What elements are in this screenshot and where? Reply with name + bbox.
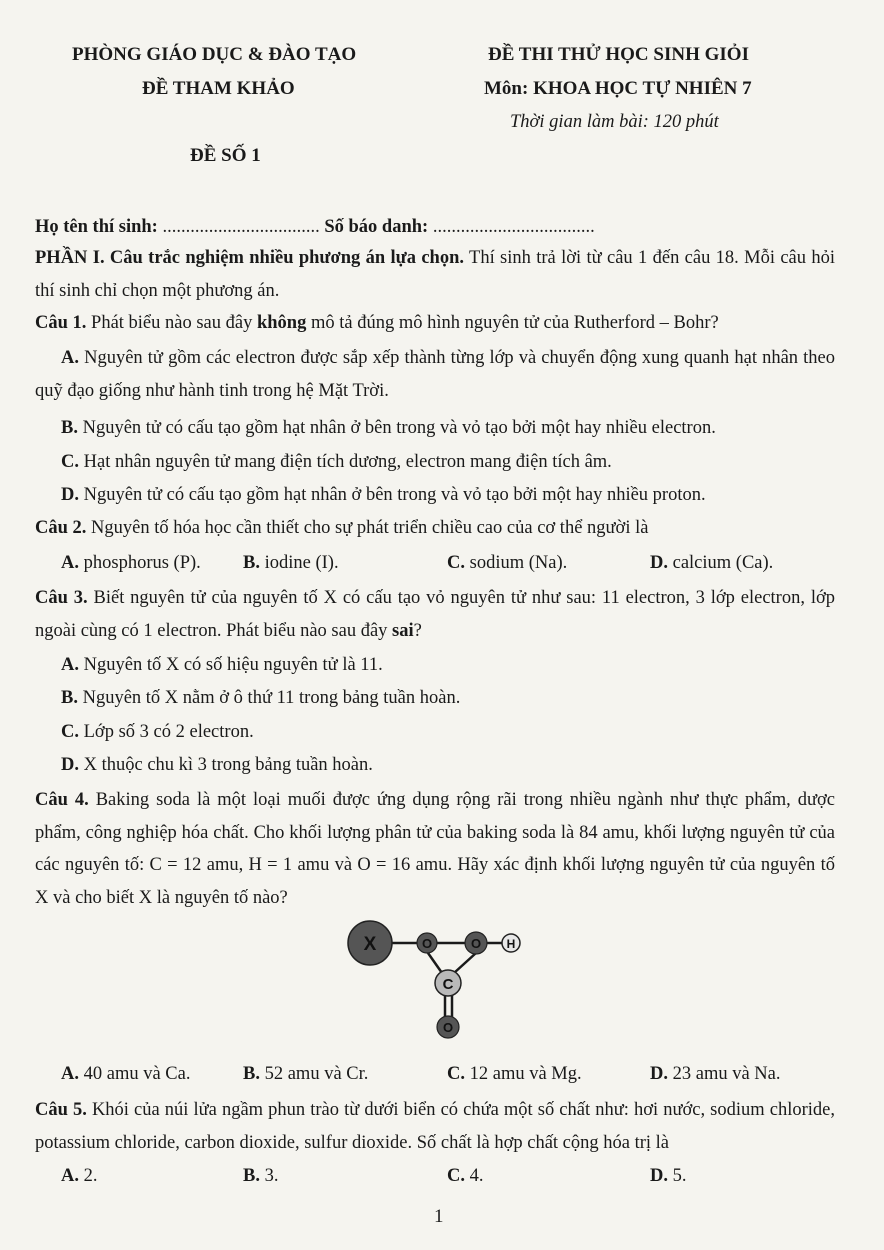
reference-label: ĐỀ THAM KHẢO xyxy=(142,78,295,99)
question-3-text: Biết nguyên tử của nguyên tố X có cấu tạo vỏ nguyên tử như sau: 11 electron, 3 lớp electron, lớp ngoài cùng có 1 electron. Phát biểu nào sau đây xyxy=(35,588,835,641)
option-label: B. xyxy=(243,1064,260,1084)
question-4 xyxy=(35,784,835,914)
option-label: C. xyxy=(61,452,79,472)
question-3 xyxy=(35,582,835,647)
baking-soda-molecule-diagram xyxy=(330,915,550,1045)
q2-option-c[interactable] xyxy=(447,553,567,574)
option-text: 52 amu và Cr. xyxy=(259,1064,369,1084)
option-label: D. xyxy=(61,755,79,775)
q2-option-a[interactable] xyxy=(61,553,201,574)
option-text: 23 amu và Na. xyxy=(668,1064,781,1084)
option-label: D. xyxy=(650,1064,668,1084)
option-text: 12 amu và Mg. xyxy=(465,1064,582,1084)
bond-o-c-left xyxy=(428,953,442,973)
q5-option-a[interactable] xyxy=(61,1166,98,1187)
atom-o-2-label: O xyxy=(470,936,482,951)
exam-number: ĐỀ SỐ 1 xyxy=(190,145,261,166)
option-label: D. xyxy=(650,553,668,573)
option-text: 3. xyxy=(259,1166,279,1186)
option-text: 2. xyxy=(79,1166,98,1186)
option-text: Nguyên tố X nằm ở ô thứ 11 trong bảng tuần hoàn. xyxy=(77,688,461,708)
name-label: Họ tên thí sinh: xyxy=(35,217,158,237)
question-3-emphasis: sai xyxy=(392,620,414,641)
q2-option-b[interactable] xyxy=(243,553,339,574)
q1-option-b[interactable] xyxy=(61,418,716,439)
option-label: A. xyxy=(61,553,79,573)
question-5 xyxy=(35,1094,835,1159)
option-label: D. xyxy=(61,485,79,505)
q3-option-b[interactable] xyxy=(61,688,460,709)
question-1-label: Câu 1. xyxy=(35,313,87,333)
option-label: B. xyxy=(243,553,260,573)
section-1-title: PHẦN I. Câu trắc nghiệm nhiều phương án lựa chọn. xyxy=(35,248,465,268)
option-label: A. xyxy=(61,655,79,675)
question-1-emphasis: không xyxy=(256,313,307,333)
question-5-text: Khói của núi lửa ngầm phun trào từ dưới biển có chứa một số chất như: hơi nước, sodium chloride, potassium chloride, carbon dioxide, sulfur dioxide. Số chất là hợp chất cộng hóa trị là xyxy=(35,1100,835,1153)
option-label: C. xyxy=(61,722,79,742)
option-label: B. xyxy=(61,688,78,708)
exam-title: ĐỀ THI THỬ HỌC SINH GIỎI xyxy=(488,44,749,65)
option-label: C. xyxy=(447,1166,465,1186)
option-label: A. xyxy=(61,1166,79,1186)
option-text: 5. xyxy=(668,1166,687,1186)
q5-option-c[interactable] xyxy=(447,1166,484,1187)
question-1 xyxy=(35,307,835,340)
candidate-info-line xyxy=(35,211,595,243)
name-field[interactable]: .................................. xyxy=(157,217,320,237)
question-4-label: Câu 4. xyxy=(35,790,89,810)
id-field[interactable]: ................................... xyxy=(428,217,595,237)
option-text: 40 amu và Ca. xyxy=(79,1064,191,1084)
option-label: B. xyxy=(61,418,78,438)
atom-c-label: C xyxy=(442,976,454,993)
q5-option-b[interactable] xyxy=(243,1166,278,1187)
question-3-text-end: ? xyxy=(413,620,422,641)
atom-h-label: H xyxy=(506,937,516,951)
subject-title: Môn: KHOA HỌC TỰ NHIÊN 7 xyxy=(484,78,752,99)
id-label: Số báo danh: xyxy=(319,217,429,237)
question-5-label: Câu 5. xyxy=(35,1100,87,1120)
option-text: Nguyên tử có cấu tạo gồm hạt nhân ở bên trong và vỏ tạo bởi một hay nhiều electron. xyxy=(77,418,716,438)
option-text: phosphorus (P). xyxy=(79,553,201,573)
q4-option-c[interactable] xyxy=(447,1064,582,1085)
option-text: iodine (I). xyxy=(259,553,339,573)
q1-option-c[interactable] xyxy=(61,452,612,473)
option-text: Nguyên tử có cấu tạo gồm hạt nhân ở bên trong và vỏ tạo bởi một hay nhiều proton. xyxy=(79,485,706,505)
q4-option-a[interactable] xyxy=(61,1064,191,1085)
question-2-text: Nguyên tố hóa học cần thiết cho sự phát triển chiều cao của cơ thể người là xyxy=(86,518,649,538)
option-text: sodium (Na). xyxy=(465,553,568,573)
question-1-text-end: mô tả đúng mô hình nguyên tử của Rutherford – Bohr? xyxy=(306,313,719,333)
option-text: calcium (Ca). xyxy=(668,553,774,573)
section-1-instruction: Thí sinh trả lời từ câu 1 đến câu 18. Mỗi câu hỏi thí sinh chỉ chọn một phương án. xyxy=(35,248,835,301)
atom-x-label: X xyxy=(363,934,377,955)
option-label: C. xyxy=(447,1064,465,1084)
page-number: 1 xyxy=(434,1206,444,1227)
option-text: Nguyên tử gồm các electron được sắp xếp thành từng lớp và chuyển động xung quanh hạt nhân theo quỹ đạo giống như hành tinh trong hệ Mặt Trời. xyxy=(35,348,835,401)
time-limit: Thời gian làm bài: 120 phút xyxy=(510,112,719,132)
atom-o-1-label: O xyxy=(421,936,433,951)
option-label: B. xyxy=(243,1166,260,1186)
q5-option-d[interactable] xyxy=(650,1166,687,1187)
q4-option-b[interactable] xyxy=(243,1064,368,1085)
q3-option-d[interactable] xyxy=(61,755,373,776)
q3-option-a[interactable] xyxy=(61,655,383,676)
q2-option-d[interactable] xyxy=(650,553,773,574)
question-2-label: Câu 2. xyxy=(35,518,87,538)
bond-o-c-right xyxy=(454,953,476,973)
option-label: A. xyxy=(61,348,79,368)
question-4-text: Baking soda là một loại muối được ứng dụng rộng rãi trong nhiều ngành như thực phẩm, dược phẩm, công nghiệp hóa chất. Cho khối lượng phân tử của baking soda là 84 amu, khối lượng nguyên tử của các nguyên tố: C = 12 amu, H = 1 amu và O = 16 amu. Hãy xác định khối lượng nguyên tử của nguyên tố X và cho biết X là nguyên tố nào? xyxy=(35,790,835,908)
department-title: PHÒNG GIÁO DỤC & ĐÀO TẠO xyxy=(72,44,357,65)
option-label: D. xyxy=(650,1166,668,1186)
option-text: Nguyên tố X có số hiệu nguyên tử là 11. xyxy=(79,655,383,675)
option-text: Lớp số 3 có 2 electron. xyxy=(79,722,254,742)
q1-option-d[interactable] xyxy=(61,485,706,506)
option-label: A. xyxy=(61,1064,79,1084)
option-text: Hạt nhân nguyên tử mang điện tích dương, electron mang điện tích âm. xyxy=(79,452,612,472)
question-3-label: Câu 3. xyxy=(35,588,88,608)
question-2 xyxy=(35,512,648,544)
q3-option-c[interactable] xyxy=(61,722,254,743)
q4-option-d[interactable] xyxy=(650,1064,781,1085)
q1-option-a[interactable] xyxy=(35,342,835,407)
option-text: X thuộc chu kì 3 trong bảng tuần hoàn. xyxy=(79,755,373,775)
option-text: 4. xyxy=(465,1166,484,1186)
section-1-intro xyxy=(35,242,835,307)
question-1-text: Phát biểu nào sau đây xyxy=(86,313,257,333)
option-label: C. xyxy=(447,553,465,573)
atom-o-3-label: O xyxy=(442,1020,454,1035)
